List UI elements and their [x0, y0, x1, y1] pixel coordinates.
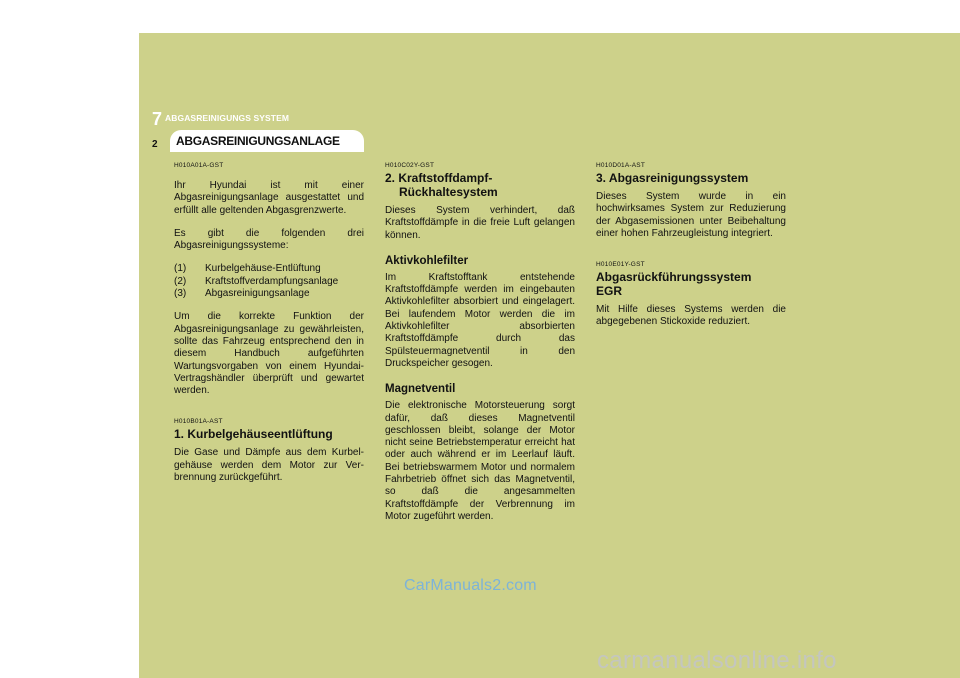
exhaust-paragraph: Dieses System wurde in ein hochwirksames System zur Reduzierung der Abgasemissionen unter Beibehaltung einer hohen Fahrzeugleistung integriert.: [596, 191, 786, 239]
list-item-number: (3): [174, 288, 187, 300]
section-title: ABGASREINIGUNGSANLAGE: [176, 134, 340, 148]
egr-paragraph: Mit Hilfe dieses Systems werden die abgegebenen Stickoxide reduziert.: [596, 304, 786, 328]
chapter-title: ABGASREINIGUNGS SYSTEM: [165, 113, 290, 123]
subheading-carbon-filter: Aktivkohlefilter: [385, 254, 469, 267]
section-heading: [385, 171, 575, 199]
section-heading: 3. Abgasreinigungssystem: [596, 171, 749, 185]
top-margin: [0, 0, 960, 33]
heading-line: Abgasrückführungssystem: [596, 270, 752, 285]
list-item-number: (2): [174, 275, 187, 287]
heading-line: EGR: [596, 284, 623, 299]
watermark-carmanualsonline[interactable]: carmanualsonline.info: [597, 647, 837, 674]
column-3: [596, 162, 786, 340]
list-item-text: Kraftstoffverdampfungsanlage: [205, 275, 339, 287]
list-item: [174, 276, 364, 288]
crankcase-paragraph: Die Gase und Dämpfe aus dem Kurbel-gehäuse werden dem Motor zur Ver-brennung zurückgeführt.: [174, 447, 364, 484]
maintenance-paragraph: Um die korrekte Funktion der Abgasreinigungsanlage zu gewährleisten, sollte das Fahrzeug entsprechend den in diesem Handbuch aufgeführten Wartungsvorgaben von einem Hyundai-Vertragshändler überprüft und gewartet werden.: [174, 311, 364, 397]
reference-code: H010B01A-AST: [174, 418, 223, 426]
list-item-number: (1): [174, 263, 187, 275]
list-item-text: Kurbelgehäuse-Entlüftung: [205, 263, 321, 275]
list-item: [174, 263, 364, 275]
evap-paragraph: Dieses System verhindert, daß Kraftstoffdämpfe in die freie Luft gelangen können.: [385, 205, 575, 241]
solenoid-valve-paragraph: Die elektronische Motorsteuerung sorgt dafür, daß dieses Magnetventil geschlossen bleibt, solange der Motor nicht seine Betriebstemperatur erreicht hat oder auch während er im Leerlauf läuft. Bei betriebswarmem Motor und normalem Fahrbetrieb öffnet sich das Magnetventil, so daß die angesammelten Kraftstoffdämpfe der Verbrennung im Motor zugeführt werden.: [385, 400, 575, 522]
chapter-number: 7: [152, 109, 163, 129]
intro-paragraph: Ihr Hyundai ist mit einer Abgasreinigungsanlage ausgestattet und erfüllt alle geltenden Abgasgrenzwerte.: [174, 180, 364, 216]
systems-list: [174, 263, 364, 300]
page-number: 2: [152, 139, 158, 150]
section-heading: 1. Kurbelgehäuseentlüftung: [174, 427, 333, 442]
subheading-solenoid-valve: Magnetventil: [385, 383, 456, 396]
reference-code: H010E01Y-GST: [596, 261, 645, 269]
list-item: [174, 288, 364, 300]
section-heading: [596, 270, 786, 298]
reference-code: H010D01A-AST: [596, 162, 646, 169]
column-1: [174, 162, 364, 495]
heading-line: Rückhaltesystem: [399, 185, 498, 199]
heading-line: 2. Kraftstoffdampf-: [385, 171, 493, 185]
reference-code: H010A01A-GST: [174, 162, 224, 169]
column-2: [385, 162, 575, 534]
section-title-tab: [170, 130, 364, 152]
reference-code: H010C02Y-GST: [385, 162, 435, 169]
carbon-filter-paragraph: Im Kraftstofftank entstehende Kraftstoffdämpfe werden im eingebauten Aktivkohlefilter absorbiert und eingelagert. Bei laufendem Motor werden die im Aktivkohlefilter absorbierten Kraftstoffdämpfe durch das Spülsteuermagnetventil in den Druckspeicher gesogen.: [385, 271, 575, 369]
systems-intro-paragraph: Es gibt die folgenden drei Abgasreinigungssysteme:: [174, 227, 364, 252]
list-item-text: Abgasreinigungsanlage: [205, 288, 310, 300]
watermark-carmanuals2[interactable]: CarManuals2.com: [404, 577, 537, 594]
